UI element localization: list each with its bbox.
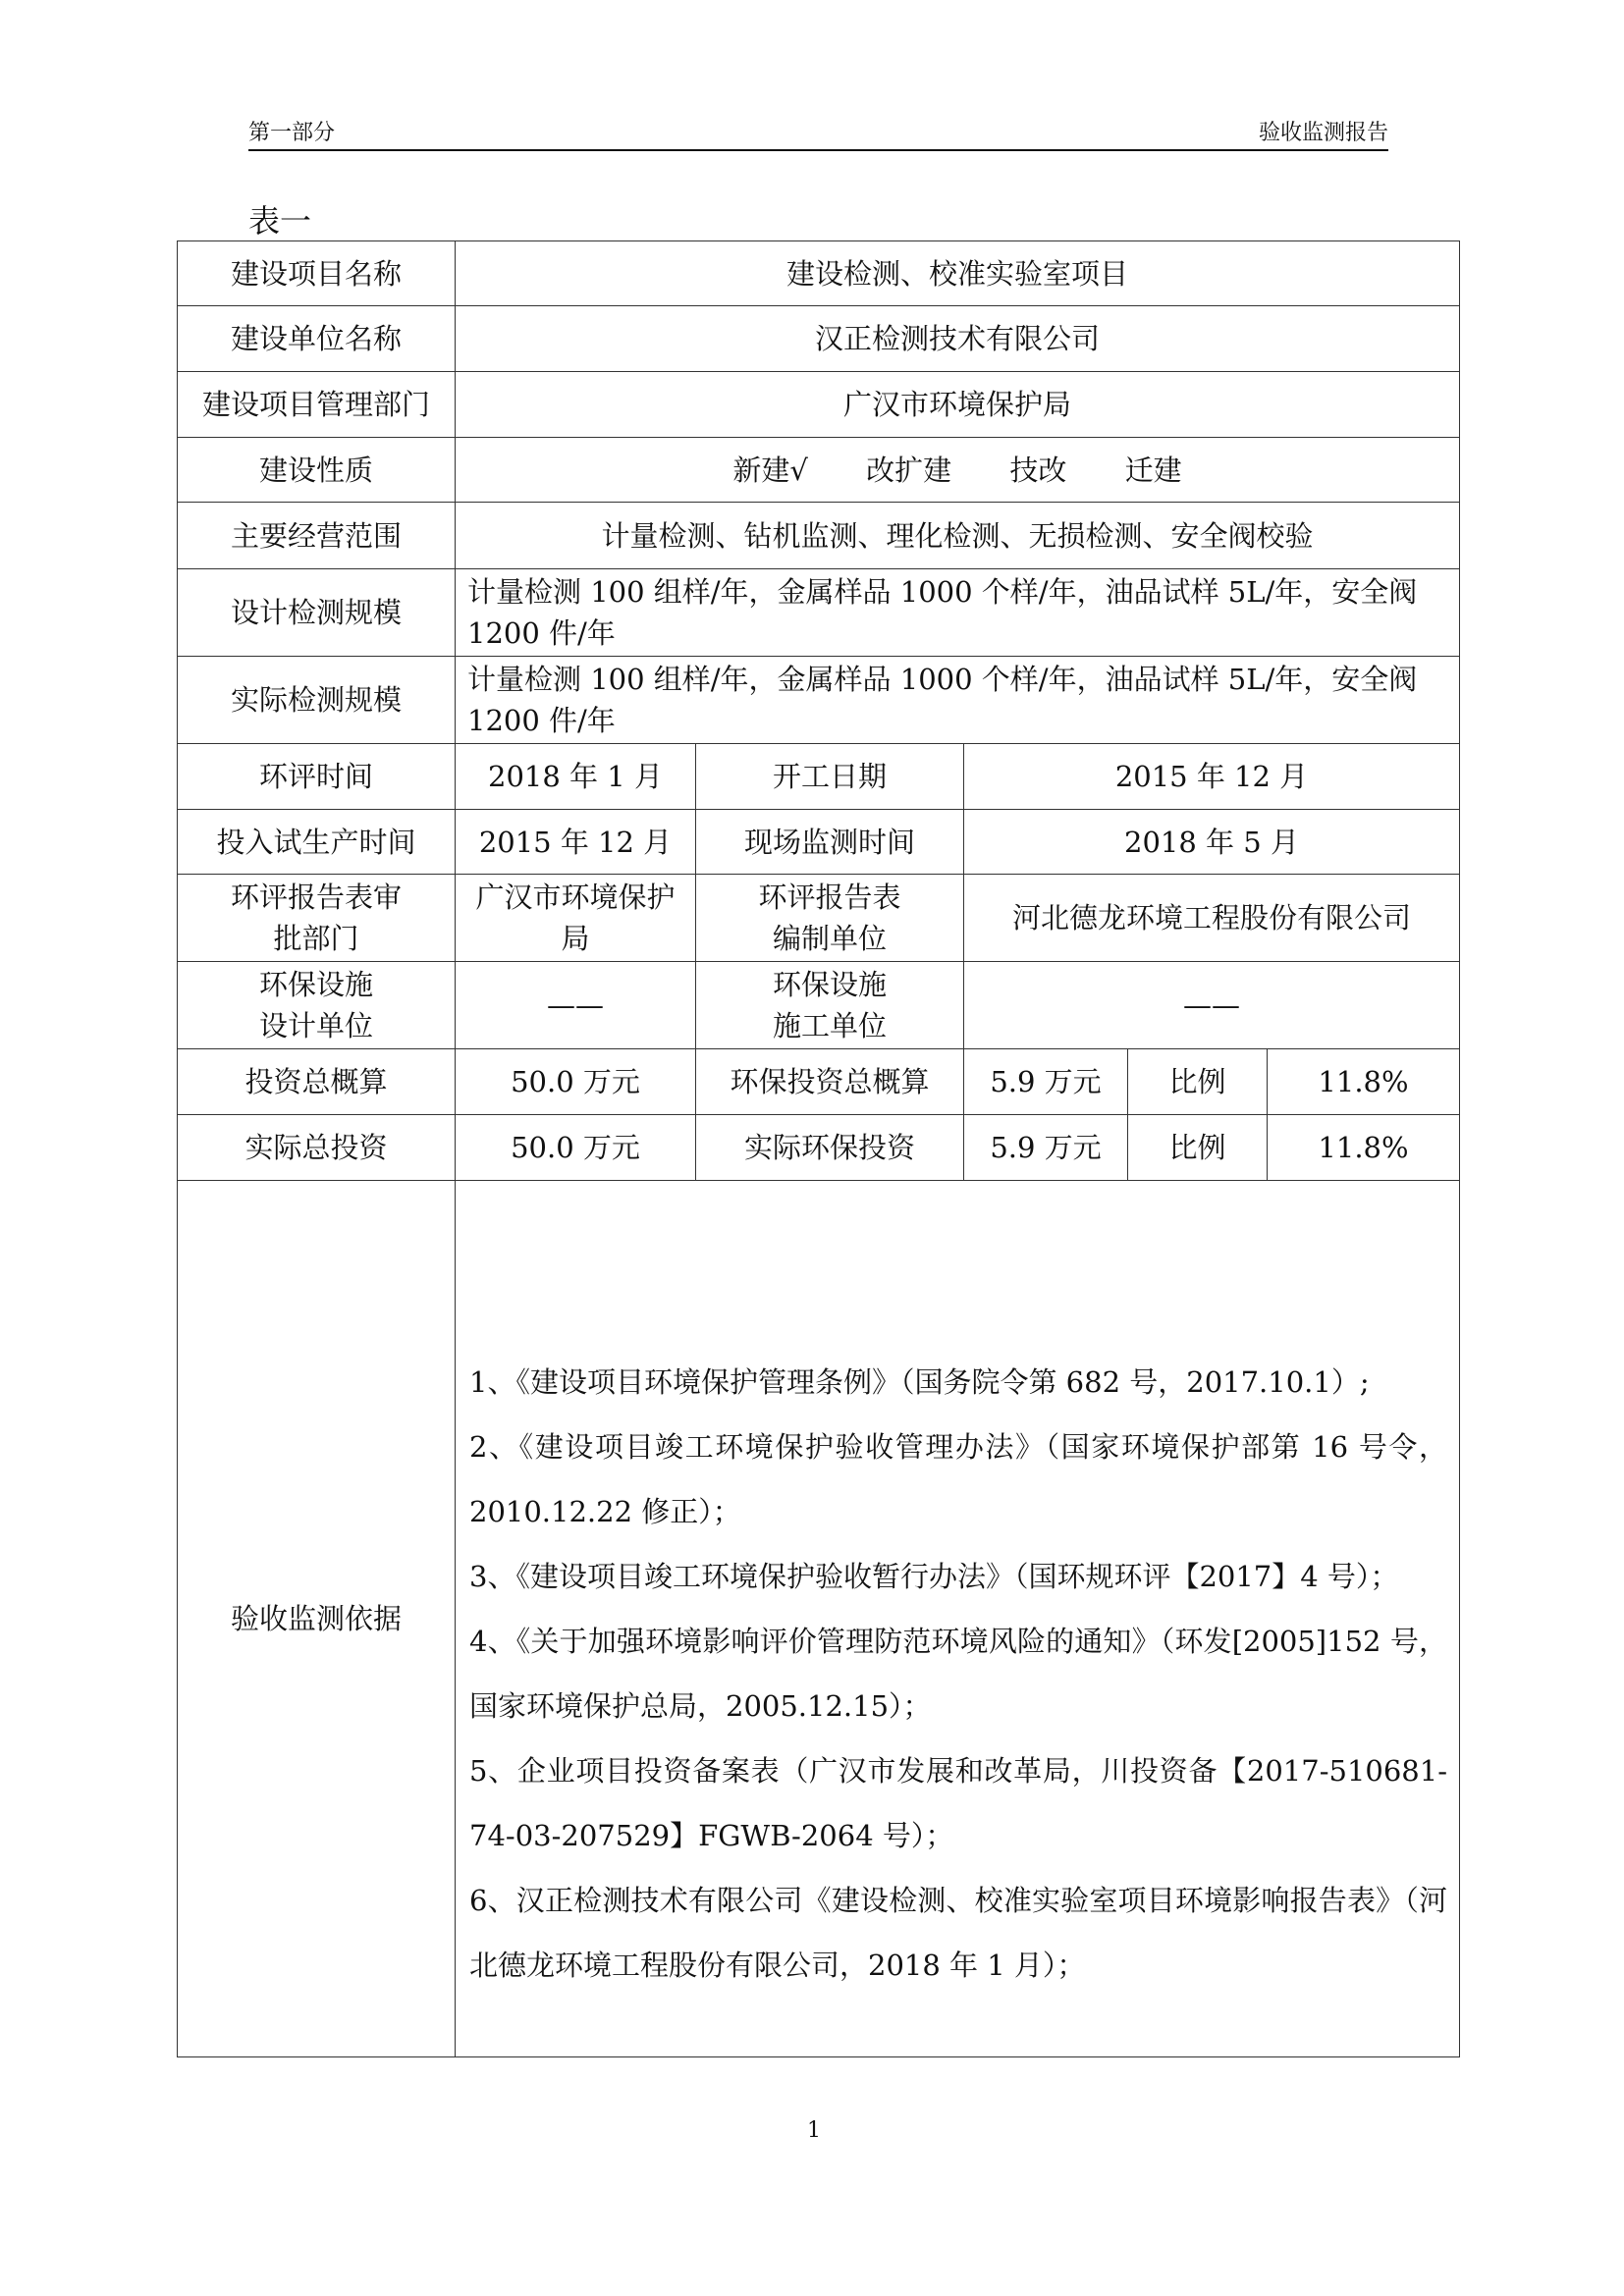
page-number: 1 [807, 2118, 821, 2143]
option: 新建√ [732, 453, 808, 487]
header-divider [248, 149, 1388, 151]
value: —— [456, 962, 696, 1049]
value: 2018 年 5 月 [964, 810, 1460, 875]
label: 设计检测规模 [178, 569, 456, 657]
label: 主要经营范围 [178, 503, 456, 569]
basis-item: 4、《关于加强环境影响评价管理防范环境风险的通知》（环发[2005]152 号，国家环境保护总局，2005.12.15）； [469, 1625, 1447, 1723]
label: 验收监测依据 [178, 1181, 456, 2057]
table-row [178, 503, 1460, 569]
table-row [178, 438, 1460, 503]
value: 河北德龙环境工程股份有限公司 [964, 875, 1460, 962]
basis-item: 5、企业项目投资备案表（广汉市发展和改革局，川投资备【2017-510681-74-03-207529】FGWB-2064 号）； [469, 1754, 1447, 1852]
label: 比例 [1128, 1049, 1268, 1115]
label: 环评报告表审批部门 [178, 875, 456, 962]
table-row [178, 241, 1460, 306]
basis-item: 1、《建设项目环境保护管理条例》（国务院令第 682 号，2017.10.1）; [469, 1365, 1370, 1399]
option: 迁建 [1124, 453, 1182, 487]
table-row [178, 657, 1460, 744]
label: 建设项目名称 [178, 241, 456, 306]
label: 环评时间 [178, 744, 456, 810]
value: 2015 年 12 月 [964, 744, 1460, 810]
table-row [178, 569, 1460, 657]
table-row [178, 744, 1460, 810]
basis-item: 3、《建设项目竣工环境保护验收暂行办法》（国环规环评【2017】4 号）； [469, 1560, 1399, 1593]
table-row [178, 306, 1460, 372]
basis-list [456, 1181, 1460, 2057]
table-row [178, 1115, 1460, 1181]
label: 环保设施施工单位 [696, 962, 964, 1049]
label: 环保投资总概算 [696, 1049, 964, 1115]
value: 11.8% [1268, 1049, 1460, 1115]
value: 50.0 万元 [456, 1049, 696, 1115]
value: 广汉市环境保护局 [456, 875, 696, 962]
label: 建设性质 [178, 438, 456, 503]
table-row [178, 1181, 1460, 2057]
value: —— [964, 962, 1460, 1049]
label: 建设项目管理部门 [178, 372, 456, 438]
value: 50.0 万元 [456, 1115, 696, 1181]
value: 计量检测 100 组样/年，金属样品 1000 个样/年，油品试样 5L/年，安全阀 1200 件/年 [456, 657, 1460, 744]
table-row [178, 875, 1460, 962]
table-row [178, 372, 1460, 438]
label: 实际检测规模 [178, 657, 456, 744]
value: 11.8% [1268, 1115, 1460, 1181]
label: 投资总概算 [178, 1049, 456, 1115]
label: 实际环保投资 [696, 1115, 964, 1181]
value: 广汉市环境保护局 [456, 372, 1460, 438]
basis-item: 6、汉正检测技术有限公司《建设检测、校准实验室项目环境影响报告表》（河北德龙环境工程股份有限公司，2018 年 1 月）； [469, 1884, 1447, 1982]
label: 开工日期 [696, 744, 964, 810]
value: 建设检测、校准实验室项目 [456, 241, 1460, 306]
nature-options [456, 438, 1460, 503]
label: 比例 [1128, 1115, 1268, 1181]
value: 2018 年 1 月 [456, 744, 696, 810]
project-info-table [177, 240, 1460, 2057]
option: 技改 [1009, 453, 1067, 487]
label: 环保设施设计单位 [178, 962, 456, 1049]
label: 实际总投资 [178, 1115, 456, 1181]
table-row [178, 962, 1460, 1049]
value: 2015 年 12 月 [456, 810, 696, 875]
value: 汉正检测技术有限公司 [456, 306, 1460, 372]
value: 5.9 万元 [964, 1049, 1128, 1115]
value: 计量检测、钻机监测、理化检测、无损检测、安全阀校验 [456, 503, 1460, 569]
label: 投入试生产时间 [178, 810, 456, 875]
header-section: 第一部分 [248, 121, 336, 145]
table-title: 表一 [248, 202, 312, 240]
value: 计量检测 100 组样/年，金属样品 1000 个样/年，油品试样 5L/年，安全阀 1200 件/年 [456, 569, 1460, 657]
label: 建设单位名称 [178, 306, 456, 372]
basis-item: 2、《建设项目竣工环境保护验收管理办法》（国家环境保护部第 16 号令，2010.12.22 修正）； [469, 1430, 1447, 1528]
label: 环评报告表编制单位 [696, 875, 964, 962]
option: 改扩建 [866, 453, 952, 487]
value: 5.9 万元 [964, 1115, 1128, 1181]
table-row [178, 810, 1460, 875]
label: 现场监测时间 [696, 810, 964, 875]
header-report-title: 验收监测报告 [1258, 121, 1388, 145]
table-row [178, 1049, 1460, 1115]
